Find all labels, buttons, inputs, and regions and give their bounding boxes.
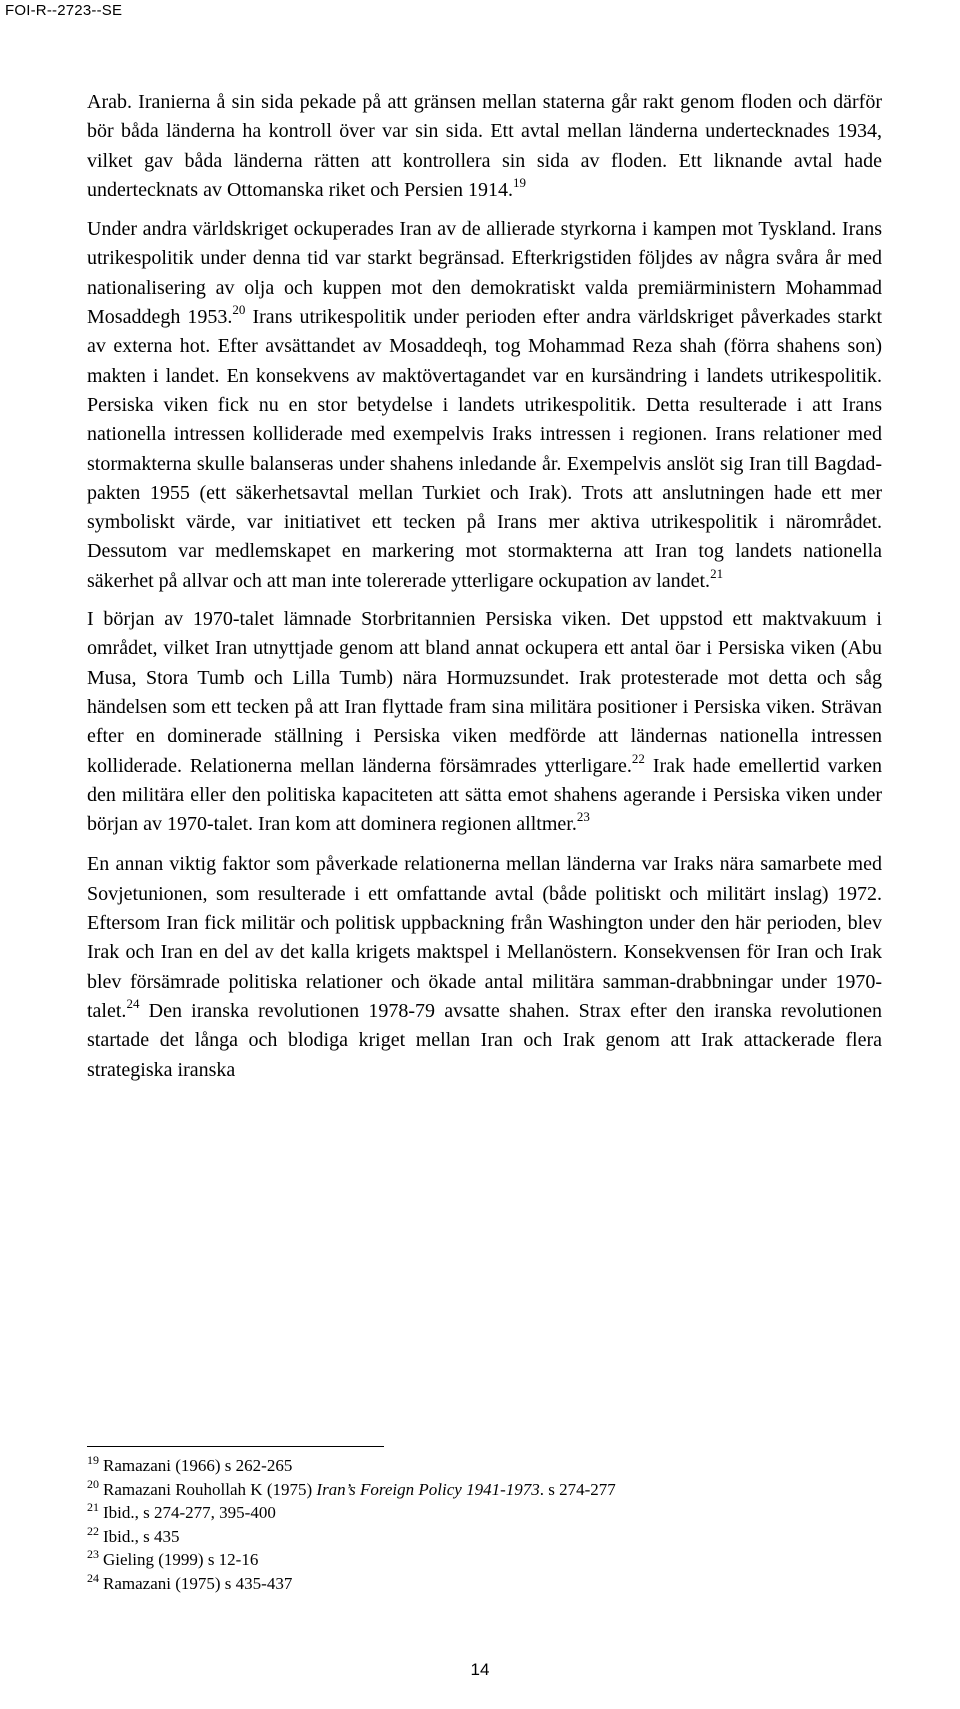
footnote-number: 20 [87, 1476, 99, 1491]
footnote-text: Ramazani (1966) s 262-265 [103, 1456, 293, 1475]
footnote-number: 21 [87, 1500, 99, 1514]
paragraph-text: Under andra världskriget ockuperades Iran av de allierade styrkorna i kampen mot Tyskland. Irans utrikespolitik under denna tid var starkt begränsad. Efterkrigstiden följdes av några svåra år med nationalisering av olja och kuppen mot den demokratiskt valda premiärministern Mohammad Mosaddegh 1953. [87, 218, 882, 329]
paragraph-2 [87, 215, 882, 596]
footnote-ref[interactable]: 19 [513, 174, 526, 190]
footnote-text: Ibid., s 274-277, 395-400 [103, 1503, 276, 1522]
footnote-ref[interactable]: 24 [126, 995, 140, 1011]
paragraph-4 [87, 850, 882, 1084]
footnote-pages: . s 274-277 [539, 1479, 616, 1499]
footnote-book-title: Iran’s Foreign Policy 1941-1973 [316, 1479, 540, 1499]
footnote-number: 19 [87, 1453, 99, 1467]
footnote-text: Gieling (1999) s 12-16 [103, 1550, 259, 1569]
document-id: FOI-R--2723--SE [5, 2, 123, 19]
footnotes [87, 1454, 616, 1595]
paragraph-text: Irak hade emellertid varken den militära eller den politiska kapaciteten att sätta emot shahens agerande i Persiska viken under början av 1970-talet. Iran kom att dominera regionen alltmer. [87, 754, 882, 836]
footnote-19 [87, 1454, 616, 1478]
paragraph-1 [87, 88, 882, 205]
footnote-ref[interactable]: 21 [710, 565, 724, 581]
footnote-separator [87, 1446, 384, 1447]
footnote-number: 22 [87, 1523, 99, 1538]
body-text [87, 88, 882, 1100]
paragraph-text: En annan viktig faktor som påverkade relationerna mellan länderna var Iraks nära samarbete med Sovjetunionen, som resulterade i ett omfattande avtal (både politiskt och militärt inslag) 1972. Eftersom Iran fick militär och politisk uppbackning från Washington under den här perioden, blev Irak och Iran en del av det kalla krigets maktspel i Mellanöstern. Konsekvensen för Iran och Irak blev försämrade politiska relationer och ökade antal militära samman-drabbningar under 1970-talet. [87, 853, 882, 1022]
footnote-20 [87, 1478, 616, 1502]
paragraph-text: Den iranska revolutionen 1978-79 avsatte shahen. Strax efter den iranska revolutionen startade det långa och blodiga kriget mellan Iran och Irak genom att Irak attackerade flera strategiska iranska [87, 999, 883, 1081]
paragraph-3 [87, 605, 882, 839]
footnote-21 [87, 1501, 616, 1525]
footnote-ref[interactable]: 22 [631, 750, 645, 766]
paragraph-text: I början av 1970-talet lämnade Storbritannien Persiska viken. Det uppstod ett maktvakuum i området, vilket Iran utnyttjade genom att bland annat ockupera ett antal öar i Persiska viken (Abu Musa, Stora Tumb och Lilla Tumb) nära Hormuzsundet. Irak protesterade mot detta och såg händelsen som ett tecken på att Iran flyttade fram sina militära positioner i Persiska viken. Strävan efter en dominerade ställning i Persiska viken medförde att ländernas nationella intressen kolliderade. Relationerna mellan länderna försämrades ytterligare. [87, 608, 882, 777]
footnote-22 [87, 1525, 616, 1549]
footnote-24 [87, 1572, 616, 1596]
footnote-number: 24 [87, 1570, 99, 1585]
footnote-text: Ramazani (1975) s 435-437 [103, 1573, 293, 1593]
footnote-ref[interactable]: 20 [232, 302, 246, 318]
paragraph-text: Arab. Iranierna å sin sida pekade på att gränsen mellan staterna går rakt genom floden och därför bör båda länderna ha kontroll över var sin sida. Ett avtal mellan länderna undertecknades 1934, vilket gav båda länderna rätten att kontrollera sin sida av floden. Ett liknande avtal hade undertecknats av Ottomanska riket och Persien 1914. [87, 91, 882, 201]
footnote-number: 23 [87, 1547, 99, 1561]
footnote-ref[interactable]: 23 [576, 809, 590, 825]
paragraph-text: Irans utrikespolitik under perioden efter andra världskriget påverkades starkt av externa hot. Efter avsättandet av Mosaddeqh, tog Mohammad Reza shah (förra shahens son) makten i landet. En konsekvens av maktövertagandet var en kursändring i landets utrikespolitik. Persiska viken fick nu en stor betydelse i landets utrikespolitik. Detta resulterade i att Irans nationella intressen kolliderade med exempelvis Iraks intressen i regionen. Irans relationer med stormakterna skulle balanseras under shahens inledande år. Exempelvis anslöt sig Iran till Bagdad-pakten 1955 (ett säkerhetsavtal mellan Turkiet och Irak). Trots att anslutningen hade ett mer symboliskt värde, var initiativet ett tecken på Irans mer aktiva utrikespolitik i närområdet. Dessutom var medlemskapet en markering mot stormakterna att Iran tog landets nationella säkerhet på allvar och att man inte tolererade ytterligare ockupation av landet. [87, 306, 883, 592]
footnote-text: Ramazani Rouhollah K (1975) [103, 1479, 313, 1499]
footnote-23 [87, 1548, 616, 1572]
footnote-text: Ibid., s 435 [103, 1526, 180, 1546]
page-number: 14 [470, 1660, 490, 1679]
